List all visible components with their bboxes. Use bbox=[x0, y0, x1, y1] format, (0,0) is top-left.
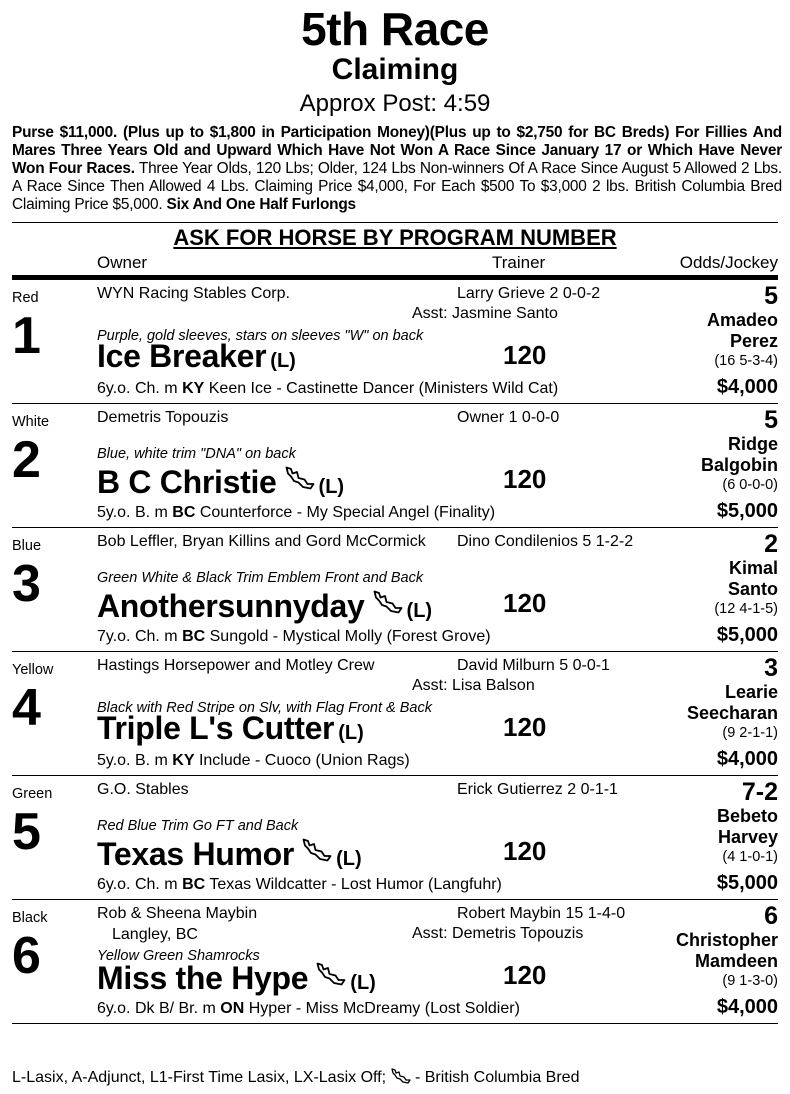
morning-line-odds: 6 bbox=[764, 902, 778, 930]
jockey-last-name: Perez bbox=[729, 331, 778, 351]
jockey-first-name: Ridge bbox=[727, 434, 778, 454]
silks-description: Purple, gold sleeves, stars on sleeves "W" on back bbox=[97, 328, 424, 344]
medication: (L) bbox=[338, 722, 364, 744]
owner-name: G.O. Stables bbox=[97, 781, 189, 798]
horse-name: Ice Breaker bbox=[97, 338, 267, 374]
entry-row bbox=[12, 776, 778, 900]
horse-name: Texas Humor bbox=[97, 836, 295, 872]
saddlecloth-color: Red bbox=[12, 290, 39, 306]
entry-row bbox=[12, 900, 778, 1024]
jockey-last-name: Santo bbox=[727, 579, 778, 599]
col-owner: Owner bbox=[97, 253, 148, 272]
age-sex: 6y.o. Ch. m bbox=[97, 380, 183, 397]
age-sex: 5y.o. B. m bbox=[97, 752, 173, 769]
medication: (L) bbox=[406, 600, 433, 622]
morning-line-odds: 5 bbox=[764, 406, 778, 434]
jockey-last-name: Balgobin bbox=[701, 455, 778, 475]
morning-line-odds: 7-2 bbox=[741, 778, 778, 806]
trainer-name: Robert Maybin 15 1-4-0 bbox=[457, 905, 626, 922]
age-sex: 6y.o. Ch. m bbox=[97, 876, 183, 893]
saddlecloth-color: Yellow bbox=[12, 662, 54, 678]
weight: 120 bbox=[503, 712, 547, 742]
horse-name: Triple L's Cutter bbox=[97, 710, 335, 746]
jockey-first-name: Christopher bbox=[675, 930, 778, 950]
program-number: 3 bbox=[12, 555, 41, 613]
birthplace: BC bbox=[172, 504, 196, 521]
ask-label: ASK FOR HORSE BY PROGRAM NUMBER bbox=[173, 225, 617, 250]
morning-line-odds: 5 bbox=[764, 282, 778, 310]
jockey-stats: (9 2-1-1) bbox=[722, 725, 778, 741]
breeding-line bbox=[97, 876, 502, 894]
race-title: 5th Race bbox=[301, 3, 489, 55]
birthplace: ON bbox=[220, 1000, 245, 1017]
claiming-price: $5,000 bbox=[716, 500, 778, 522]
breeding-line bbox=[97, 380, 558, 398]
silks-description: Blue, white trim "DNA" on back bbox=[97, 446, 296, 462]
trainer-name: David Milburn 5 0-0-1 bbox=[457, 657, 610, 674]
claiming-price: $4,000 bbox=[716, 996, 778, 1018]
pedigree: Sungold - Mystical Molly (Forest Grove) bbox=[205, 628, 491, 645]
weight: 120 bbox=[503, 340, 547, 370]
column-header bbox=[12, 251, 778, 280]
age-sex: 6y.o. Dk B/ Br. m bbox=[97, 1000, 221, 1017]
saddlecloth-color: Blue bbox=[12, 538, 42, 554]
entries-list bbox=[0, 280, 790, 1024]
assistant-trainer: Asst: Jasmine Santo bbox=[412, 305, 558, 322]
program-number: 5 bbox=[12, 803, 41, 861]
age-sex: 7y.o. Ch. m bbox=[97, 628, 183, 645]
claiming-price: $5,000 bbox=[716, 872, 778, 894]
horse-line bbox=[97, 338, 296, 379]
program-number: 1 bbox=[12, 307, 41, 365]
medication: (L) bbox=[336, 848, 362, 870]
pedigree: Hyper - Miss McDreamy (Lost Soldier) bbox=[244, 1000, 520, 1017]
silks-description: Red Blue Trim Go FT and Back bbox=[97, 818, 299, 834]
assistant-trainer: Asst: Demetris Topouzis bbox=[412, 925, 584, 942]
morning-line-odds: 2 bbox=[764, 530, 778, 558]
horse-line bbox=[97, 834, 362, 877]
breeding-line bbox=[97, 1000, 520, 1018]
owner-location: Langley, BC bbox=[112, 926, 198, 943]
pedigree: Include - Cuoco (Union Rags) bbox=[194, 752, 410, 769]
bc-province-icon bbox=[316, 958, 346, 994]
entry-row bbox=[12, 280, 778, 404]
legend-bc-label: - British Columbia Bred bbox=[410, 1069, 580, 1086]
silks-description: Yellow Green Shamrocks bbox=[97, 948, 260, 964]
entry-row bbox=[12, 404, 778, 528]
bc-province-icon bbox=[302, 834, 332, 870]
horse-line bbox=[97, 958, 376, 1001]
jockey-stats: (4 1-0-1) bbox=[722, 849, 778, 865]
weight: 120 bbox=[503, 960, 547, 990]
owner-name: WYN Racing Stables Corp. bbox=[97, 285, 290, 302]
bc-province-icon bbox=[391, 1068, 411, 1089]
medication: (L) bbox=[318, 476, 345, 498]
saddlecloth-color: White bbox=[12, 414, 50, 430]
assistant-trainer: Asst: Lisa Balson bbox=[412, 677, 535, 694]
conditions-body: Three Year Olds, 120 Lbs; Older, 124 Lbs Non-winners Of A Race Since August 5 Allowed 2 Lbs. A Race Since Then Allowed 4 Lbs. Claiming Price $4,000, For Each $500 To $3,000 2 lbs. British Columbia Bred Claiming Price $5,000. bbox=[12, 160, 782, 213]
jockey-stats: (12 4-1-5) bbox=[714, 601, 778, 617]
claiming-price: $4,000 bbox=[716, 376, 778, 398]
legend-text: L-Lasix, A-Adjunct, L1-First Time Lasix, LX-Lasix Off; bbox=[12, 1069, 391, 1086]
claiming-price: $4,000 bbox=[716, 748, 778, 770]
birthplace: BC bbox=[182, 628, 206, 645]
post-time: Approx Post: 4:59 bbox=[299, 90, 491, 117]
owner-name: Demetris Topouzis bbox=[97, 409, 229, 426]
pedigree: Counterforce - My Special Angel (Finality) bbox=[195, 504, 496, 521]
program-number: 2 bbox=[12, 431, 41, 489]
bc-province-icon bbox=[373, 586, 403, 622]
col-trainer: Trainer bbox=[492, 253, 546, 272]
birthplace: KY bbox=[182, 380, 205, 397]
weight: 120 bbox=[503, 464, 547, 494]
pedigree: Texas Wildcatter - Lost Humor (Langfuhr) bbox=[205, 876, 502, 893]
jockey-first-name: Amadeo bbox=[706, 310, 778, 330]
breeding-line bbox=[97, 628, 491, 646]
breeding-line bbox=[97, 752, 410, 770]
breeding-line bbox=[97, 504, 495, 522]
saddlecloth-color: Green bbox=[12, 786, 53, 802]
jockey-stats: (6 0-0-0) bbox=[722, 477, 778, 493]
horse-name: B C Christie bbox=[97, 464, 277, 500]
owner-name: Rob & Sheena Maybin bbox=[97, 905, 258, 922]
silks-description: Black with Red Stripe on Slv, with Flag Front & Back bbox=[97, 700, 432, 716]
col-odds-jockey: Odds/Jockey bbox=[679, 253, 778, 272]
morning-line-odds: 3 bbox=[764, 654, 778, 682]
jockey-stats: (9 1-3-0) bbox=[722, 973, 778, 989]
jockey-stats: (16 5-3-4) bbox=[714, 353, 778, 369]
jockey-first-name: Learie bbox=[724, 682, 778, 702]
entry-row bbox=[12, 652, 778, 776]
trainer-name: Owner 1 0-0-0 bbox=[457, 409, 560, 426]
weight: 120 bbox=[503, 588, 547, 618]
jockey-first-name: Kimal bbox=[728, 558, 778, 578]
race-conditions bbox=[12, 124, 782, 214]
owner-name: Bob Leffler, Bryan Killins and Gord McCormick bbox=[97, 533, 426, 550]
horse-line bbox=[97, 462, 344, 505]
conditions-lead: Purse $11,000. (Plus up to $1,800 in Participation Money)(Plus up to $2,750 for BC Breds) For Fillies And Mares Three Years Old and Upward Which Have Not Won A Race Since January 17 or Which Have Never Won Four Races. bbox=[12, 124, 782, 177]
owner-name: Hastings Horsepower and Motley Crew bbox=[97, 657, 375, 674]
birthplace: KY bbox=[172, 752, 195, 769]
entry-row bbox=[12, 528, 778, 652]
jockey-last-name: Mamdeen bbox=[694, 951, 778, 971]
age-sex: 5y.o. B. m bbox=[97, 504, 173, 521]
horse-line bbox=[97, 710, 364, 751]
medication: (L) bbox=[350, 972, 376, 994]
weight: 120 bbox=[503, 836, 547, 866]
birthplace: BC bbox=[182, 876, 206, 893]
jockey-last-name: Seecharan bbox=[686, 703, 778, 723]
program-number: 4 bbox=[12, 679, 41, 737]
medication: (L) bbox=[270, 350, 296, 372]
horse-name: Anothersunnyday bbox=[97, 588, 365, 624]
jockey-last-name: Harvey bbox=[717, 827, 778, 847]
trainer-name: Dino Condilenios 5 1-2-2 bbox=[457, 533, 634, 550]
ask-banner bbox=[12, 222, 778, 251]
legend-footer bbox=[12, 1068, 579, 1089]
bc-province-icon bbox=[285, 462, 315, 498]
claiming-price: $5,000 bbox=[716, 624, 778, 646]
silks-description: Green White & Black Trim Emblem Front and Back bbox=[97, 570, 424, 586]
race-header bbox=[0, 0, 790, 118]
trainer-name: Erick Gutierrez 2 0-1-1 bbox=[457, 781, 618, 798]
saddlecloth-color: Black bbox=[12, 910, 48, 926]
trainer-name: Larry Grieve 2 0-0-2 bbox=[457, 285, 601, 302]
pedigree: Keen Ice - Castinette Dancer (Ministers Wild Cat) bbox=[204, 380, 559, 397]
conditions-distance: Six And One Half Furlongs bbox=[166, 196, 356, 213]
jockey-first-name: Bebeto bbox=[716, 806, 778, 826]
horse-name: Miss the Hype bbox=[97, 960, 309, 996]
race-type: Claiming bbox=[331, 53, 459, 86]
horse-line bbox=[97, 586, 432, 629]
program-number: 6 bbox=[12, 927, 41, 985]
